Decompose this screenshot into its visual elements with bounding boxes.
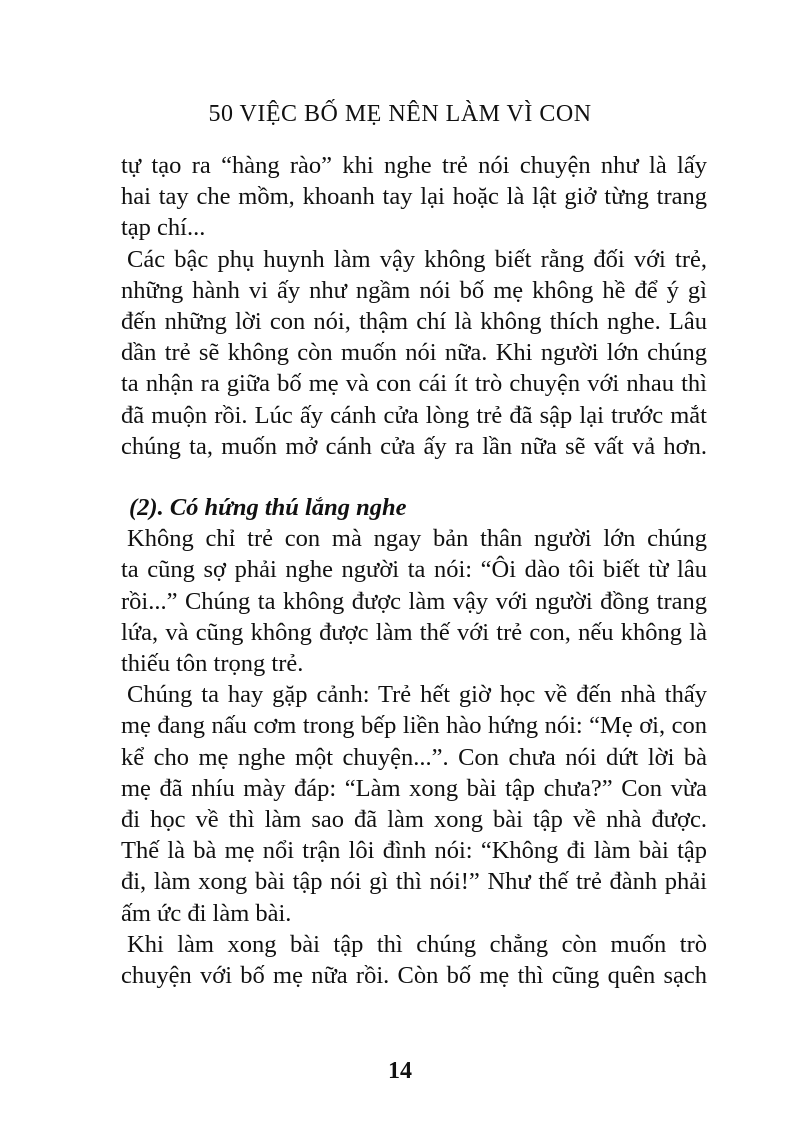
text-line: Thế là bà mẹ nổi trận lôi đình nói: “Không đi làm bài tập: [121, 837, 707, 865]
text-line: những hành vi ấy như ngầm nói bố mẹ không hề để ý gì: [121, 276, 707, 304]
text-line: tạp chí...: [121, 214, 206, 242]
paragraph: [121, 244, 707, 462]
body-text: [121, 150, 707, 991]
text-line: mẹ đang nấu cơm trong bếp liền hào hứng nói: “Mẹ ơi, con: [121, 712, 707, 740]
text-line: Không chỉ trẻ con mà ngay bản thân người lớn chúng: [127, 525, 707, 553]
text-line: ta cũng sợ phải nghe người ta nói: “Ôi dào tôi biết từ lâu: [121, 556, 707, 584]
text-line: chúng ta, muốn mở cánh cửa ấy ra lần nữa sẽ vất vả hơn.: [121, 432, 707, 460]
section-heading: (2). Có hứng thú lắng nghe: [129, 494, 407, 522]
paragraph: [121, 523, 707, 679]
text-line: ấm ức đi làm bài.: [121, 899, 292, 927]
text-line: thiếu tôn trọng trẻ.: [121, 650, 304, 678]
text-line: Chúng ta hay gặp cảnh: Trẻ hết giờ học về đến nhà thấy: [127, 681, 707, 709]
paragraph: [121, 679, 707, 929]
text-line: đến những lời con nói, thậm chí là không thích nghe. Lâu: [121, 308, 707, 336]
text-line: hai tay che mồm, khoanh tay lại hoặc là lật giở từng trang: [121, 183, 707, 211]
text-line: đi, làm xong bài tập nói gì thì nói!” Như thế trẻ đành phải: [121, 868, 707, 896]
text-line: Các bậc phụ huynh làm vậy không biết rằng đối với trẻ,: [127, 245, 707, 273]
text-line: dần trẻ sẽ không còn muốn nói nữa. Khi người lớn chúng: [121, 339, 707, 367]
text-line: tự tạo ra “hàng rào” khi nghe trẻ nói chuyện như là lấy: [121, 152, 707, 179]
text-line: chuyện với bố mẹ nữa rồi. Còn bố mẹ thì cũng quên sạch: [121, 962, 707, 990]
paragraph: [121, 929, 707, 991]
paragraph: [121, 150, 707, 244]
section-gap: [121, 462, 707, 492]
text-line: mẹ đã nhíu mày đáp: “Làm xong bài tập chưa?” Con vừa: [121, 774, 707, 802]
text-line: Khi làm xong bài tập thì chúng chẳng còn muốn trò: [127, 930, 707, 958]
text-line: lứa, và cũng không được làm thế với trẻ con, nếu không là: [121, 618, 707, 646]
text-line: rồi...” Chúng ta không được làm vậy với người đồng trang: [121, 587, 707, 615]
text-line: ta nhận ra giữa bố mẹ và con cái ít trò chuyện với nhau thì: [121, 370, 707, 398]
page-number: 14: [388, 1058, 412, 1084]
text-line: đi học về thì làm sao đã làm xong bài tập về nhà được.: [121, 806, 707, 834]
running-head: 50 VIỆC BỐ MẸ NÊN LÀM VÌ CON: [208, 101, 592, 127]
text-line: kể cho mẹ nghe một chuyện...”. Con chưa nói dứt lời bà: [121, 743, 707, 771]
text-line: đã muộn rồi. Lúc ấy cánh cửa lòng trẻ đã sập lại trước mắt: [121, 401, 707, 429]
